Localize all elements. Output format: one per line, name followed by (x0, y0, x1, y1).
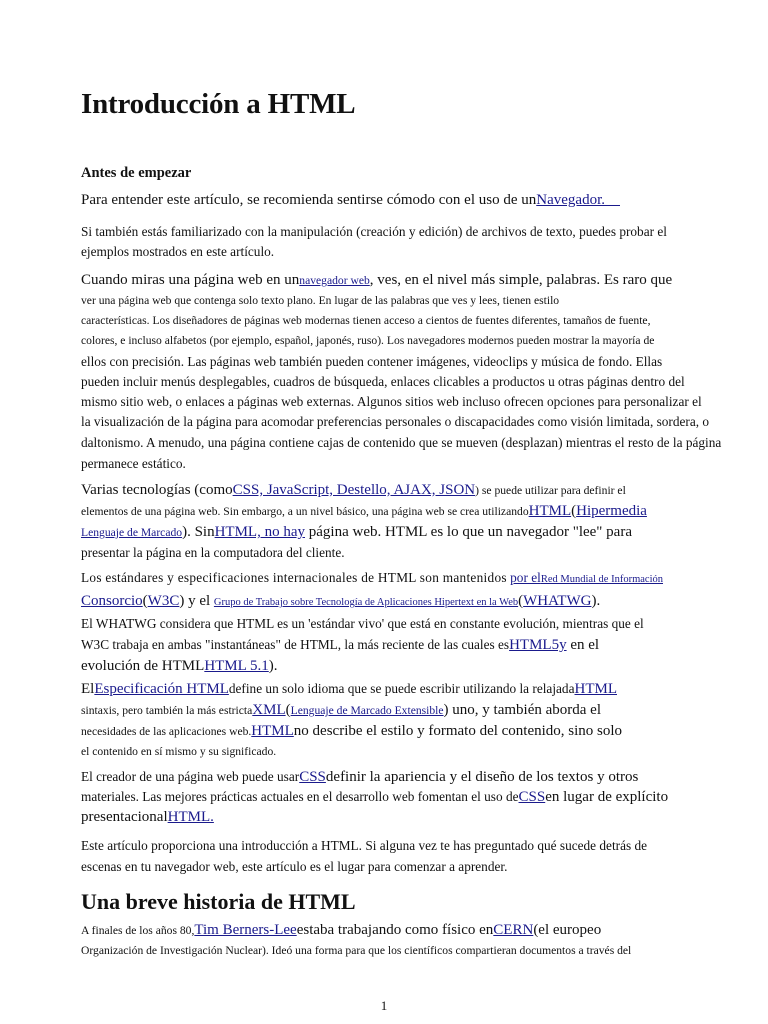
text: ) y el (179, 593, 214, 609)
paragraph-specification (81, 678, 707, 762)
text-line: pueden incluir menús desplegables, cuadros de búsqueda, enlaces clicables a productos u otras páginas dentro del (81, 374, 685, 389)
paragraph-text-files (81, 222, 707, 262)
text: ) uno, y también aborda el (443, 702, 601, 718)
link-css[interactable]: CSS (299, 769, 326, 785)
text-line: escenas en tu navegador web, este artículo es el lugar para comenzar a aprender. (81, 859, 508, 874)
text: ). Sin (182, 524, 215, 540)
text: El (81, 681, 95, 697)
link-html-contenido[interactable]: HTML (251, 723, 294, 739)
link-technologies[interactable]: CSS, JavaScript, Destello, AJAX, JSON (232, 482, 476, 498)
text: , ves, en el nivel más simple, palabras. Es raro que (369, 272, 673, 288)
link-css-2[interactable]: CSS (518, 789, 546, 805)
text: El creador de una página web puede usar (81, 769, 300, 784)
link-navegador-web[interactable]: navegador web (299, 274, 370, 287)
text: define un solo idioma que se puede escribir utilizando la relajada (228, 681, 575, 696)
text-line: El WHATWG considera que HTML es un 'estándar vivo' que está en constante evolución, mientras que el (81, 616, 644, 631)
link-cern[interactable]: CERN (493, 922, 534, 938)
text-line: presentar la página en la computadora del cliente. (81, 545, 345, 560)
link-lenguaje-marcado-extensible[interactable]: Lenguaje de Marcado Extensible (290, 704, 444, 717)
link-por-el[interactable]: por el (510, 570, 541, 585)
link-especificacion-html[interactable]: Especificación HTML (94, 681, 229, 697)
text: W3C trabaja en ambas "instantáneas" de HTML, la más reciente de las cuales es (81, 637, 510, 652)
text-line: la visualización de la página para acomodar preferencias personales o discapacidades como visión limitada, sordera, o (81, 414, 710, 429)
paragraph-history (81, 920, 707, 961)
text-line: el contenido en sí mismo y su significado. (81, 745, 277, 758)
link-html-relajada[interactable]: HTML (574, 681, 617, 697)
text-line: daltonismo. A menudo, una página contiene cajas de contenido que se mueven (desplazan) mientras el resto de la página (81, 435, 722, 450)
link-html-no-hay[interactable]: HTML, no hay (214, 524, 305, 540)
paragraph-standards (81, 568, 707, 676)
link-html[interactable]: HTML (528, 503, 572, 519)
text-line: mismo sitio web, o enlaces a páginas web externas. Algunos sitios web incluso ofrecen opciones para personalizar el (81, 394, 702, 409)
paragraph-css (81, 767, 707, 827)
text: Para entender este artículo, se recomienda sentirse cómodo con el uso de un (81, 192, 537, 208)
paragraph-prerequisites (81, 192, 707, 209)
link-whatwg[interactable]: WHATWG (523, 593, 592, 609)
link-hipermedia[interactable]: Hipermedia (576, 503, 647, 519)
text: estaba trabajando como físico en (296, 922, 494, 938)
link-html-presentacional[interactable]: HTML. (167, 809, 214, 825)
link-html-51[interactable]: HTML 5.1 (204, 658, 269, 674)
text: necesidades de las aplicaciones web. (81, 725, 252, 738)
link-navegador[interactable]: Navegador. (536, 192, 620, 208)
page-title: Introducción a HTML (81, 88, 356, 120)
text-line: Organización de Investigación Nuclear). Ideó una forma para que los científicos compartieran documentos a través del (81, 944, 632, 957)
text: ( (518, 593, 524, 609)
text-line: características. Los diseñadores de páginas web modernas tienen acceso a cientos de fuentes diferentes, tamaños de fuente, (81, 314, 651, 327)
text: sintaxis, pero también la más estricta (81, 704, 253, 717)
link-tim-berners-lee[interactable]: Tim Berners-Lee (194, 922, 297, 938)
paragraph-technologies (81, 480, 707, 563)
text: página web. HTML es lo que un navegador "lee" para (305, 524, 632, 540)
text-line: Este artículo proporciona una introducción a HTML. Si alguna vez te has preguntado qué sucede detrás de (81, 838, 648, 853)
text: Cuando miras una página web en un (81, 272, 300, 288)
link-html5[interactable]: HTML5y (509, 637, 567, 653)
text: en lugar de explícito (545, 789, 669, 805)
section-heading-history: Una breve historia de HTML (81, 889, 356, 914)
link-lenguaje-de-marcado[interactable]: Lenguaje de Marcado (81, 526, 183, 539)
text: definir la apariencia y el diseño de los textos y otros (325, 769, 639, 785)
text: presentacional (81, 809, 168, 825)
link-red-mundial[interactable]: Red Mundial de Información (540, 574, 663, 585)
text-line: Si también estás familiarizado con la manipulación (creación y edición) de archivos de texto, puedes probar el (81, 224, 667, 239)
link-grupo-de-trabajo[interactable]: Grupo de Trabajo sobre Tecnología de Aplicaciones Hipertext en la Web (213, 597, 519, 608)
text: ( (285, 702, 291, 718)
link-xml[interactable]: XML (252, 702, 286, 718)
text-line: permanece estático. (81, 456, 186, 471)
text: ( (142, 593, 148, 609)
text: ). (268, 658, 278, 674)
text: en el (566, 637, 600, 653)
text: materiales. Las mejores prácticas actuales en el desarrollo web fomentan el uso de (81, 789, 519, 804)
text-line: ver una página web que contenga solo texto plano. En lugar de las palabras que ves y lees, tienen estilo (81, 294, 560, 307)
paragraph-intro (81, 835, 707, 877)
text: Varias tecnologías (como (81, 482, 233, 498)
section-subtitle: Antes de empezar (81, 165, 192, 181)
text-line: ellos con precisión. Las páginas web también pueden contener imágenes, videoclips y música de fondo. Ellas (81, 354, 663, 369)
text: elementos de una página web. Sin embargo, a un nivel básico, una página web se crea utilizando (81, 505, 529, 518)
text-line: colores, e incluso alfabetos (por ejemplo, español, japonés, ruso). Los navegadores modernos pueden mostrar la mayoría de (81, 334, 655, 347)
link-consorcio[interactable]: Consorcio (81, 593, 143, 609)
paragraph-web-pages (81, 270, 722, 474)
link-w3c[interactable]: W3C (147, 593, 180, 609)
text: ( (571, 503, 577, 519)
text: evolución de HTML (81, 658, 205, 674)
text: A finales de los años 80, (81, 924, 195, 937)
text: ). (591, 593, 601, 609)
text: (el europeo (533, 922, 602, 938)
page-number: 1 (380, 998, 388, 1013)
text: Los estándares y especificaciones internacionales de HTML son mantenidos (81, 570, 507, 585)
text: no describe el estilo y formato del contenido, sino solo (293, 723, 623, 739)
text: ) se puede utilizar para definir el (475, 484, 626, 497)
text-line: ejemplos mostrados en este artículo. (81, 244, 275, 259)
